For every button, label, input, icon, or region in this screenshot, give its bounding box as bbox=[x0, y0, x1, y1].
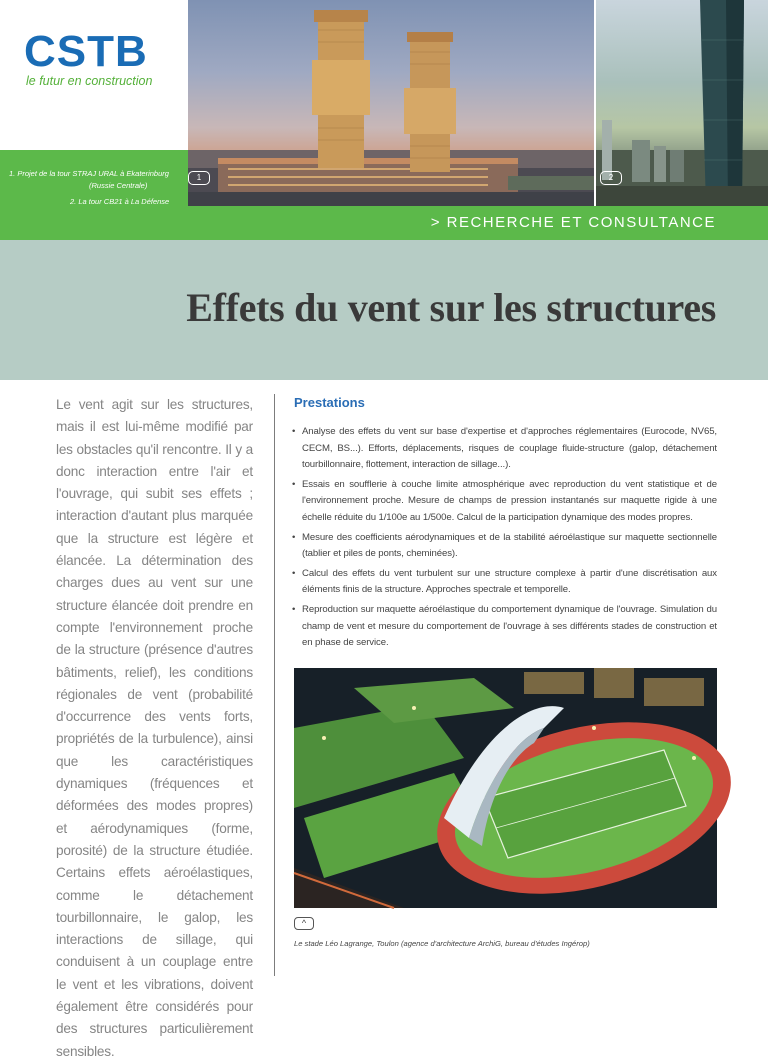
list-item: • Mesure des coefficients aérodynamiques et de la stabilité aéroélastique sur maquette sectionnelle (tablier et piles de ponts, cheminées). bbox=[292, 530, 717, 563]
prestations-heading: Prestations bbox=[294, 395, 365, 410]
photo-2-number: 2 bbox=[600, 171, 622, 185]
title-band bbox=[0, 240, 768, 380]
logo-area bbox=[0, 0, 188, 150]
photo-caption-1-region: (Russie Centrale) bbox=[89, 181, 148, 190]
list-item: • Essais en soufflerie à couche limite atmosphérique avec reproduction du vent statistique et de l'environnement proche. Mesure de champs de pression instantanés sur maquette rigide à une échelle réduite du 1/100e au 1/500e. Calcul de la participation dynamique des modes propres. bbox=[292, 477, 717, 527]
photo-caption-1: 1. Projet de la tour STRAJ URAL à Ekaterinburg bbox=[9, 169, 169, 178]
twin-towers-illustration bbox=[188, 0, 594, 206]
list-item: • Calcul des effets du vent turbulent sur une structure complexe à partir d'une discrétisation aux éléments finis de la structure. Approches spectrale et temporelle. bbox=[292, 566, 717, 599]
stadium-photo bbox=[294, 668, 717, 908]
column-divider bbox=[274, 394, 275, 976]
list-item: • Analyse des effets du vent sur base d'expertise et d'approches réglementaires (Eurocode, NV65, CECM, BS...). Efforts, déplacements, risques de couplage fluide-structure (galop, détachement tourbillonnaire, flottement, interaction de sillage...). bbox=[292, 424, 717, 474]
section-label: > RECHERCHE ET CONSULTANCE bbox=[430, 214, 716, 231]
stadium-arrow-icon: ^ bbox=[294, 917, 314, 930]
section-strip bbox=[0, 206, 768, 240]
photo-caption-2: 2. La tour CB21 à La Défense bbox=[70, 197, 170, 206]
stadium-caption: Le stade Léo Lagrange, Toulon (agence d'architecture ArchiG, bureau d'études Ingérop) bbox=[294, 939, 590, 948]
intro-paragraph: Le vent agit sur les structures, mais il est lui-même modifié par les obstacles qu'il rencontre. Il y a donc interaction entre l'air et l'ouvrage, qui subit ses effets ; interaction d'autant plus marquée que la structure est légère et élancée. La détermination des charges dues au vent sur une structure élancée doit prendre en compte l'environnement proche de la structure (présence d'autres bâtiments, relief), les conditions régionales de vent (probabilité d'occurrence des vents forts, propriétés de la turbulence), ainsi que les caractéristiques dynamiques (fréquences et déformées des modes propres) et aérodynamiques (forme, porosité) de la structure étudiée. Certains effets aéroélastiques, comme le détachement tourbillonnaire, le galop, les interactions de sillage, qui conduisent à un couplage entre le vent et les vibrations, doivent également être considérés pour des structures particulièrement sensibles. bbox=[56, 397, 253, 1059]
prestations-list bbox=[292, 424, 717, 655]
photo-1-number: 1 bbox=[188, 171, 210, 185]
photo-straj-ural-towers bbox=[188, 0, 594, 206]
list-item: • Reproduction sur maquette aéroélastique du comportement dynamique de l'ouvrage. Simulation du champ de vent et mesure du comportement de l'ouvrage à ses différents stades de construction et en phase de service. bbox=[292, 602, 717, 652]
page-title: Effets du vent sur les structures bbox=[186, 285, 716, 330]
photo-cb21-tower bbox=[596, 0, 768, 206]
stadium-illustration bbox=[294, 668, 717, 908]
photo-caption-band bbox=[0, 150, 188, 206]
logo-tagline: le futur en construction bbox=[26, 74, 153, 88]
cstb-logo: CSTB bbox=[24, 27, 148, 76]
